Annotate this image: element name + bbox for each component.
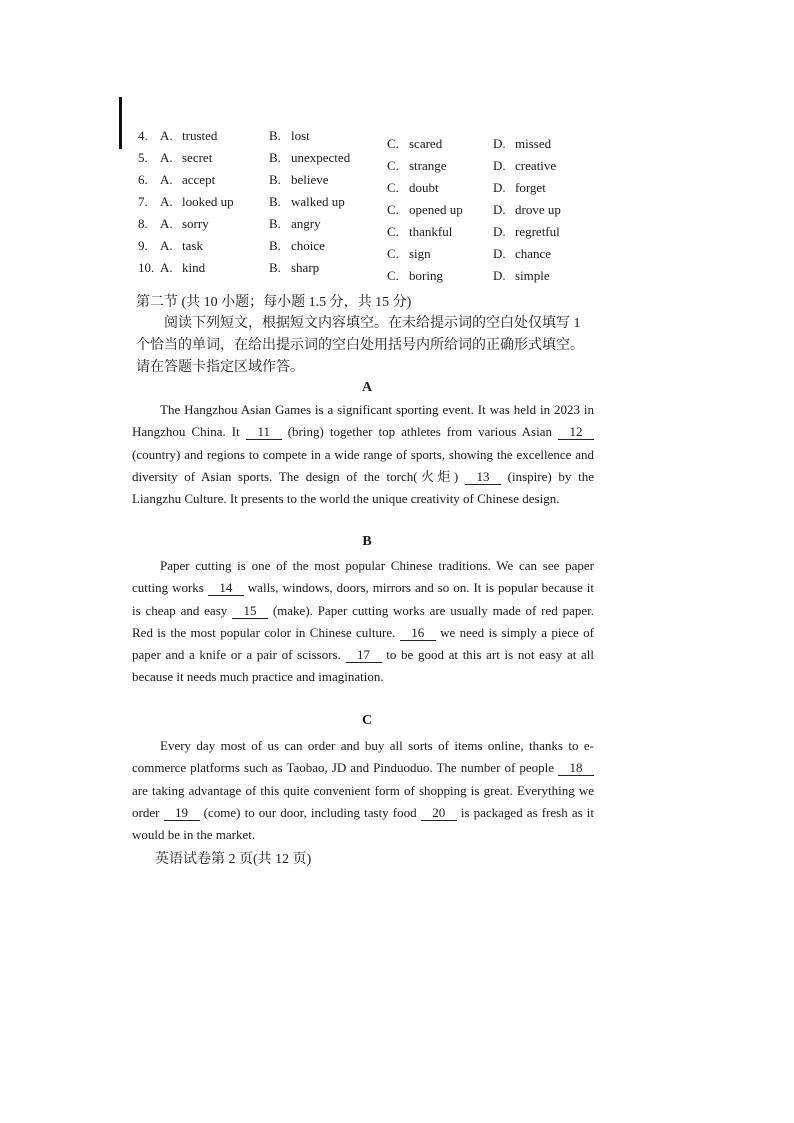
option-d: D. chance	[493, 246, 552, 261]
option-b: B. unexpected	[269, 150, 351, 165]
passage-a-heading: A	[361, 380, 373, 395]
question-number: 10.	[138, 260, 155, 275]
option-c: C. sign	[387, 246, 431, 261]
option-c: C. opened up	[387, 202, 463, 217]
question-number: 7.	[138, 194, 148, 209]
blank-12: 12	[558, 425, 594, 440]
passage-b-heading: B	[362, 534, 372, 549]
question-number: 5.	[138, 150, 148, 165]
question-number: 6.	[138, 172, 148, 187]
options-table	[138, 128, 608, 282]
option-d: D. drove up	[493, 202, 561, 217]
passage-b: Paper cutting is one of the most popular Chinese traditions. We can see paper cutting works 14 walls, windows, doors, mirrors and so on. It is popular because it is cheap and easy 15 (make). Paper cutting works are usually made of red paper. Red is the most popular color in Chinese culture. 16 we need is simply a piece of paper and a knife or a pair of scissors. 17 to be good at this art is not easy at all because it needs much practice and imagination.	[132, 558, 595, 685]
page-footer: 英语试卷第 2 页(共 12 页)	[155, 852, 312, 867]
option-d: D. forget	[493, 180, 546, 195]
option-d: D. missed	[493, 136, 552, 151]
passage-c-heading: C	[361, 713, 373, 728]
blank-13: 13	[465, 470, 501, 485]
question-number: 4.	[138, 128, 148, 143]
option-a: A. secret	[160, 150, 213, 165]
option-row-4	[138, 128, 608, 150]
option-a: A. looked up	[160, 194, 234, 209]
option-c: C. thankful	[387, 224, 453, 239]
section-instruction: 阅读下列短文，根据短文内容填空。在未给提示词的空白处仅填写 1 个恰当的单词，在给出提示词的空白处用括号内所给词的正确形式填空。请在答题卡指定区域作答。	[136, 316, 584, 375]
blank-19: 19	[164, 806, 200, 821]
question-number: 8.	[138, 216, 148, 231]
blank-14: 14	[208, 581, 244, 596]
option-b: B. believe	[269, 172, 329, 187]
margin-mark	[119, 97, 122, 149]
option-b: B. lost	[269, 128, 310, 143]
option-c: C. scared	[387, 136, 443, 151]
blank-16: 16	[400, 626, 436, 641]
option-b: B. angry	[269, 216, 321, 231]
blank-15: 15	[232, 604, 268, 619]
question-number: 9.	[138, 238, 148, 253]
blank-20: 20	[421, 806, 457, 821]
option-row-6	[138, 172, 608, 194]
blank-11: 11	[246, 425, 282, 440]
blank-17: 17	[346, 648, 382, 663]
passage-a: The Hangzhou Asian Games is a significant sporting event. It was held in 2023 in Hangzhou China. It 11 (bring) together top athletes from various Asian 12 (country) and regions to compete in a wide range of sports, showing the excellence and diversity of Asian sports. The design of the torch(火炬) 13 (inspire) by the Liangzhu Culture. It presents to the world the unique creativity of Chinese design.	[132, 402, 595, 507]
option-b: B. choice	[269, 238, 325, 253]
section-title: 第二节 (共 10 小题；每小题 1.5 分，共 15 分)	[136, 295, 412, 310]
option-row-9	[138, 238, 608, 260]
option-row-8	[138, 216, 608, 238]
option-row-7	[138, 194, 608, 216]
option-d: D. simple	[493, 268, 550, 283]
blank-18: 18	[558, 761, 594, 776]
option-a: A. sorry	[160, 216, 209, 231]
option-a: A. task	[160, 238, 203, 253]
option-c: C. doubt	[387, 180, 439, 195]
option-d: D. regretful	[493, 224, 560, 239]
passage-c: Every day most of us can order and buy all sorts of items online, thanks to e-commerce platforms such as Taobao, JD and Pinduoduo. The number of people 18 are taking advantage of this quite convenient form of shopping is great. Everything we order 19 (come) to our door, including tasty food 20 is packaged as fresh as it would be in the market.	[132, 738, 594, 843]
option-c: C. strange	[387, 158, 447, 173]
option-d: D. creative	[493, 158, 557, 173]
option-a: A. trusted	[160, 128, 218, 143]
option-b: B. sharp	[269, 260, 320, 275]
option-c: C. boring	[387, 268, 443, 283]
option-row-5	[138, 150, 608, 172]
option-a: A. accept	[160, 172, 216, 187]
option-b: B. walked up	[269, 194, 345, 209]
option-row-10	[138, 260, 608, 282]
option-a: A. kind	[160, 260, 206, 275]
